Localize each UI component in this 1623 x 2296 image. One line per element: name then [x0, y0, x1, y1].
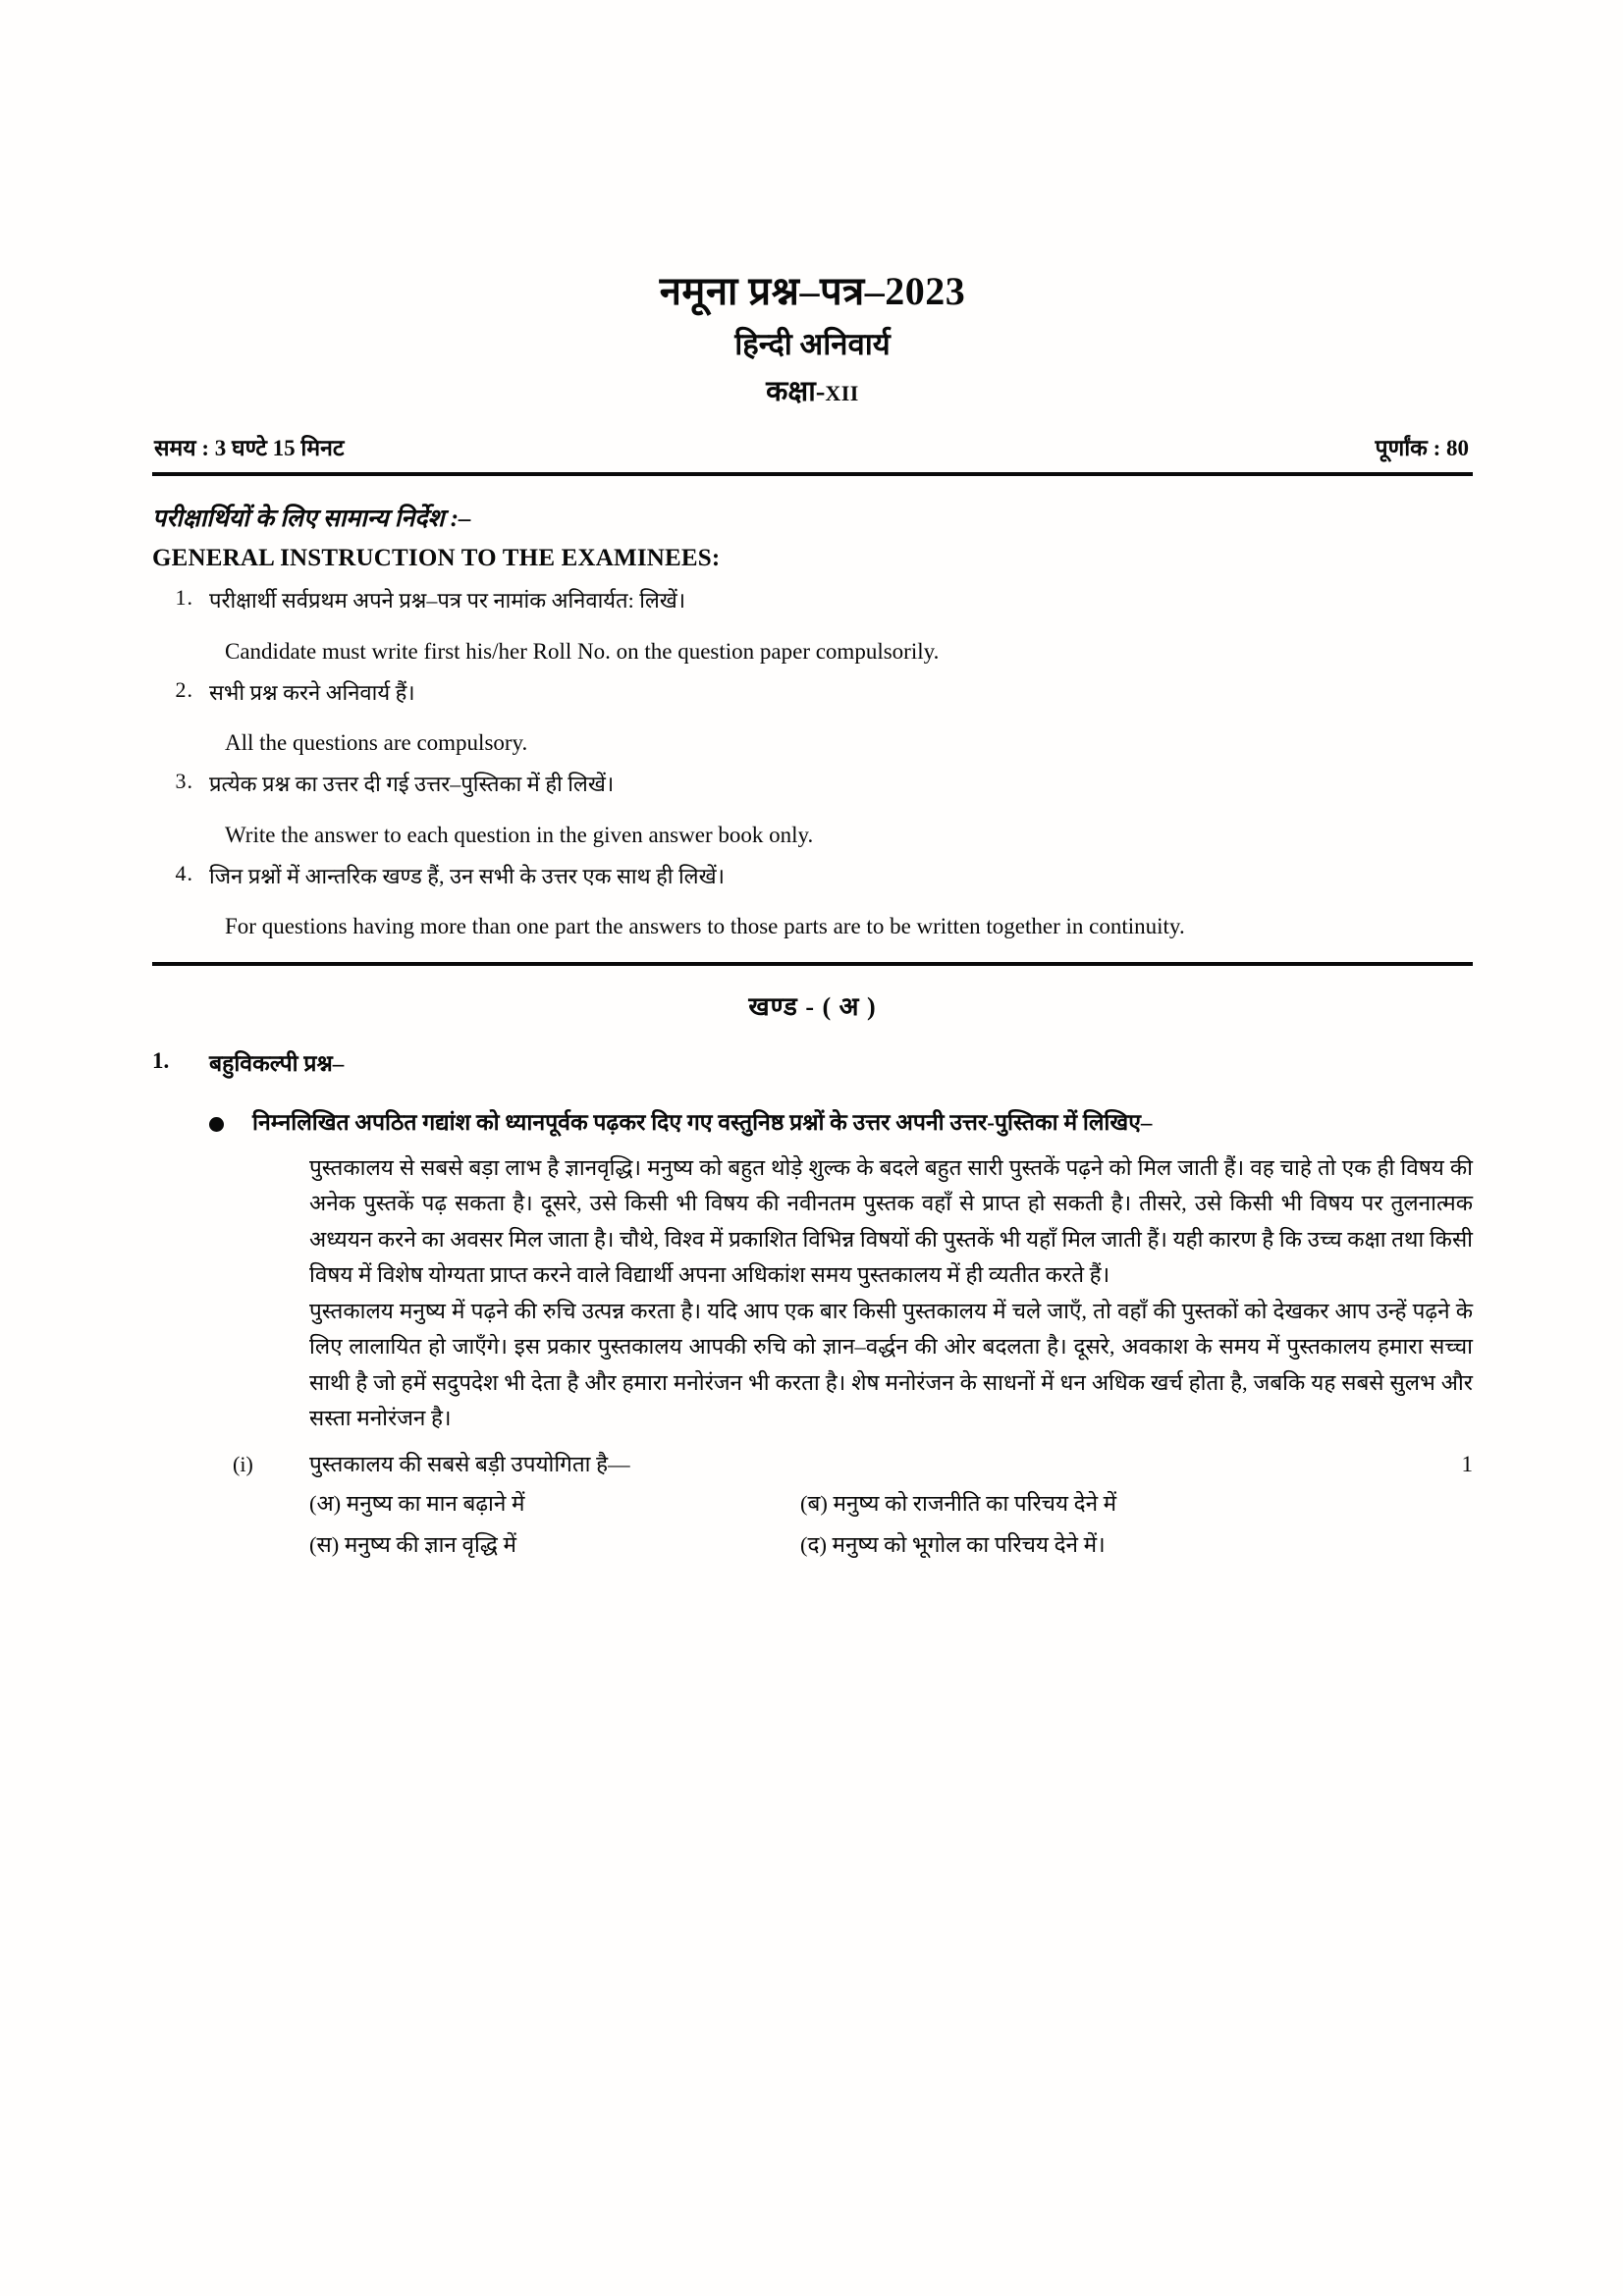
class-title — [152, 376, 1473, 407]
question-1-number: 1. — [152, 1048, 170, 1074]
question-1 — [152, 1048, 1473, 1562]
instruction-number: 2. — [175, 676, 193, 702]
instructions-heading-english: GENERAL INSTRUCTION TO THE EXAMINEES: — [152, 545, 721, 572]
sub-question-i-marks: 1 — [1461, 1452, 1473, 1477]
max-marks: पूर्णांक : 80 — [1375, 435, 1469, 460]
class-value: XII — [825, 380, 859, 405]
page-title: नमूना प्रश्न–पत्र–2023 — [659, 269, 966, 313]
option-d[interactable]: (द) मनुष्य को भूगोल का परिचय देने में। — [800, 1531, 1106, 1557]
section-divider — [152, 962, 1473, 966]
sub-question-i-stem: पुस्तकालय की सबसे बड़ी उपयोगिता है— — [309, 1452, 630, 1477]
passage-paragraph-1: पुस्तकालय से सबसे बड़ा लाभ है ज्ञानवृद्धि। मनुष्य को बहुत थोड़े शुल्क के बदले बहुत सारी पुस्तकें पढ़ने को मिल जाती हैं। वह चाहे तो एक ही विषय की अनेक पुस्तकें पढ़ सकता है। दूसरे, उसे किसी भी विषय की नवीनतम पुस्तक वहाँ से प्राप्त हो सकती है। तीसरे, उसे किसी भी विषय पर तुलनात्मक अध्ययन करने का अवसर मिल जाता है। चौथे, विश्व में प्रकाशित विभिन्न विषयों की पुस्तकें भी यहाँ मिल जाती हैं। यही कारण है कि उच्च कक्षा तथा किसी विषय में विशेष योग्यता प्राप्त करने वाले विद्यार्थी अपना अधिकांश समय पुस्तकालय में ही व्यतीत करते हैं। — [309, 1154, 1473, 1288]
instruction-text-english: All the questions are compulsory. — [225, 730, 528, 756]
masthead — [152, 0, 1473, 407]
question-1-header — [152, 1048, 1473, 1080]
subject-title: हिन्दी अनिवार्य — [734, 326, 891, 361]
sub-question-i-stem-row — [233, 1448, 1473, 1481]
instruction-text-english: Write the answer to each question in the given answer book only. — [225, 822, 814, 847]
option-a[interactable]: (अ) मनुष्य का मान बढ़ाने में — [309, 1491, 525, 1517]
instruction-text-english: For questions having more than one part the answers to those parts are to be written together in continuity. — [225, 914, 1185, 939]
header-divider — [152, 472, 1473, 476]
exam-duration: समय : 3 घण्टे 15 मिनट — [154, 435, 345, 460]
instruction-text-hindi: सभी प्रश्न करने अनिवार्य हैं। — [209, 679, 415, 705]
general-instructions — [152, 504, 1473, 944]
instruction-item — [152, 861, 1473, 892]
question-1-directive-row — [209, 1105, 1473, 1141]
reading-passage — [309, 1150, 1473, 1437]
instruction-text-hindi: प्रत्येक प्रश्न का उत्तर दी गई उत्तर–पुस्तिका में ही लिखें। — [209, 772, 615, 797]
instructions-heading-hindi: परीक्षार्थियों के लिए सामान्य निर्देश :– — [152, 505, 471, 532]
instruction-number: 3. — [175, 769, 193, 794]
page-content — [152, 0, 1473, 2296]
bullet-dot-icon — [209, 1105, 252, 1139]
instruction-number: 1. — [175, 584, 193, 610]
passage-paragraph-2: पुस्तकालय मनुष्य में पढ़ने की रुचि उत्पन्न करता है। यदि आप एक बार किसी पुस्तकालय में चले जाएँ, तो वहाँ की पुस्तकों को देखकर आप उन्हें पढ़ने के लिए लालायित हो जाएँगे। इस प्रकार पुस्तकालय आपकी रुचि को ज्ञान–वर्द्धन की ओर बदलता है। दूसरे, अवकाश के समय में पुस्तकालय हमारा सच्चा साथी है जो हमें सदुपदेश भी देता है और हमारा मनोरंजन भी करता है। शेष मनोरंजन के साधनों में धन अधिक खर्च होता है, जबकि यह सबसे सुलभ और सस्ता मनोरंजन है। — [309, 1298, 1473, 1430]
class-label: कक्षा- — [766, 375, 826, 407]
question-1-label: बहुविकल्पी प्रश्न– — [209, 1051, 345, 1077]
instruction-item — [152, 769, 1473, 800]
instruction-text-hindi: परीक्षार्थी सर्वप्रथम अपने प्रश्न–पत्र पर नामांक अनिवार्यत: लिखें। — [209, 587, 686, 613]
sub-question-i-options — [309, 1487, 1473, 1562]
instruction-text-english: Candidate must write first his/her Roll No. on the question paper compulsorily. — [225, 638, 940, 664]
instruction-number: 4. — [175, 860, 193, 885]
option-c[interactable]: (स) मनुष्य की ज्ञान वृद्धि में — [309, 1531, 516, 1557]
instruction-item — [152, 677, 1473, 709]
section-band — [152, 962, 1473, 1023]
sub-question-i — [152, 1448, 1473, 1561]
sub-question-i-number: (i) — [233, 1452, 253, 1477]
question-1-directive: निम्नलिखित अपठित गद्यांश को ध्यानपूर्वक पढ़कर दिए गए वस्तुनिष्ठ प्रश्नों के उत्तर अपनी उत्तर-पुस्तिका में लिखिए– — [252, 1110, 1153, 1136]
instruction-text-hindi: जिन प्रश्नों में आन्तरिक खण्ड हैं, उन सभी के उत्तर एक साथ ही लिखें। — [209, 863, 725, 888]
instruction-item — [152, 585, 1473, 616]
option-b[interactable]: (ब) मनुष्य को राजनीति का परिचय देने में — [800, 1491, 1117, 1517]
section-heading: खण्ड - ( अ ) — [748, 992, 877, 1022]
exam-meta-row — [152, 431, 1473, 462]
